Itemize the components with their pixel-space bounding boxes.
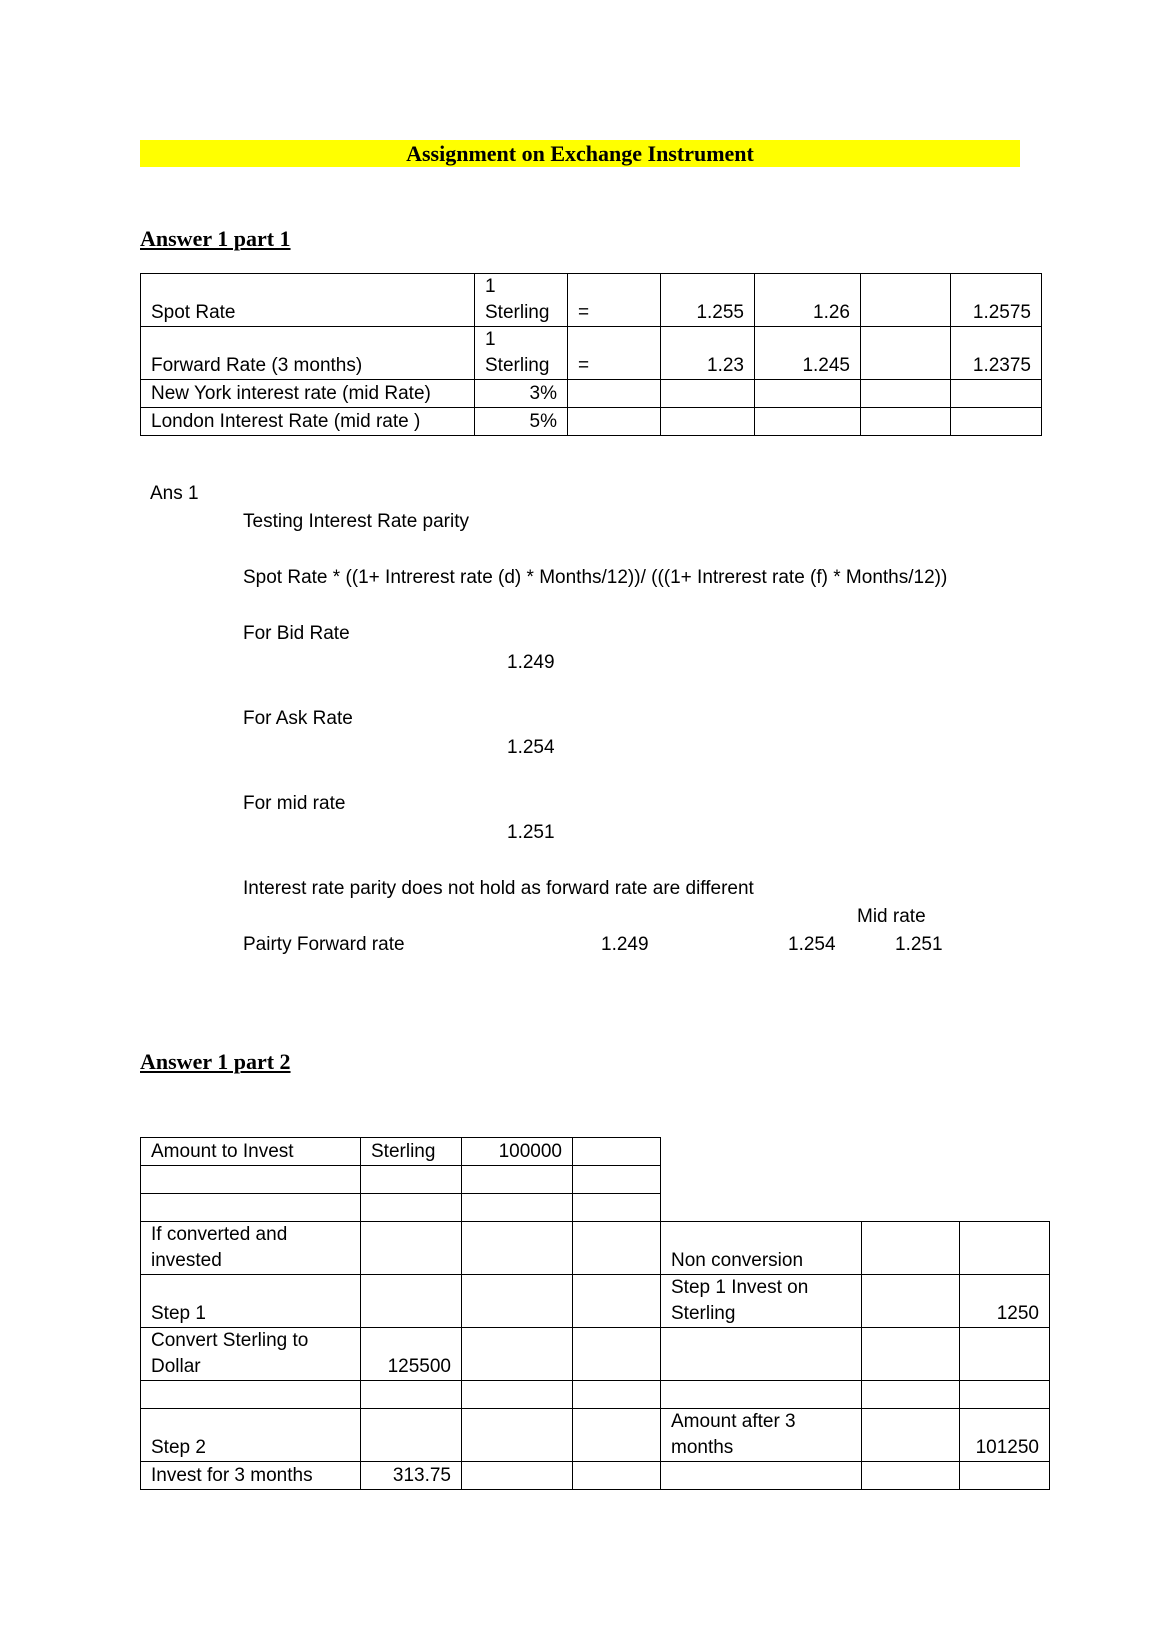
table-row [141,1194,1050,1222]
mid-rate-label: For mid rate [243,793,346,814]
investment-table [140,1137,1050,1490]
forward-rate-label: Forward Rate (3 months) [141,327,475,380]
table-row [141,1275,1050,1328]
document-title: Assignment on Exchange Instrument [140,140,1020,167]
ny-rate-label: New York interest rate (mid Rate) [141,380,475,408]
table-row [141,1462,1050,1490]
convert-label: Convert Sterling to Dollar [141,1328,361,1381]
table-row [141,327,1042,380]
amount-currency: Sterling [361,1138,462,1166]
invest-label: Invest for 3 months [141,1462,361,1490]
table-row [141,380,1042,408]
spot-rate-blank [861,274,951,327]
ask-rate-label: For Ask Rate [243,708,353,729]
nc-amount-value: 101250 [960,1409,1050,1462]
forward-rate-bid: 1.23 [661,327,755,380]
london-rate-label: London Interest Rate (mid rate ) [141,408,475,436]
spot-rate-label: Spot Rate [141,274,475,327]
london-rate-value: 5% [475,408,568,436]
parity-forward-label: Pairty Forward rate [243,934,405,955]
bid-rate-label: For Bid Rate [243,623,350,644]
nc-step1-value: 1250 [960,1275,1050,1328]
rates-table [140,273,1042,436]
amount-value: 100000 [462,1138,573,1166]
parity-forward-ask: 1.254 [788,934,836,955]
spot-rate-mid: 1.2575 [951,274,1042,327]
heading-part2: Answer 1 part 2 [140,1049,291,1074]
heading-part1: Answer 1 part 1 [140,226,291,251]
spot-rate-unit: 1 Sterling [475,274,568,327]
ny-rate-value: 3% [475,380,568,408]
spot-rate-equals: = [568,274,661,327]
converted-invested-label: If converted and invested [141,1222,361,1275]
invest-value: 313.75 [361,1462,462,1490]
table-row [141,408,1042,436]
nc-step1-label: Step 1 Invest on Sterling [661,1275,862,1328]
forward-rate-unit: 1 Sterling [475,327,568,380]
step2-label: Step 2 [141,1409,361,1462]
mid-rate-header: Mid rate [857,906,926,927]
parity-forward-mid: 1.251 [895,934,943,955]
table-row [141,1222,1050,1275]
step1-label: Step 1 [141,1275,361,1328]
table-row [141,274,1042,327]
ans1-label: Ans 1 [150,483,199,504]
mid-rate-value: 1.251 [507,822,555,843]
nc-amount-label: Amount after 3 months [661,1409,862,1462]
forward-rate-mid: 1.2375 [951,327,1042,380]
ask-rate-value: 1.254 [507,737,555,758]
table-row [141,1328,1050,1381]
convert-value: 125500 [361,1328,462,1381]
amount-to-invest-label: Amount to Invest [141,1138,361,1166]
non-conversion-label: Non conversion [661,1222,862,1275]
table-row [141,1381,1050,1409]
forward-rate-equals: = [568,327,661,380]
spot-rate-bid: 1.255 [661,274,755,327]
table-row [141,1166,1050,1194]
forward-rate-blank [861,327,951,380]
bid-rate-value: 1.249 [507,652,555,673]
parity-forward-bid: 1.249 [601,934,649,955]
spot-rate-ask: 1.26 [755,274,861,327]
testing-irp-text: Testing Interest Rate parity [243,511,469,532]
irp-formula: Spot Rate * ((1+ Intrerest rate (d) * Months/12))/ (((1+ Intrerest rate (f) * Months/12)) [243,567,948,588]
table-row [141,1409,1050,1462]
irp-conclusion: Interest rate parity does not hold as forward rate are different [243,878,754,899]
forward-rate-ask: 1.245 [755,327,861,380]
table-row [141,1138,1050,1166]
